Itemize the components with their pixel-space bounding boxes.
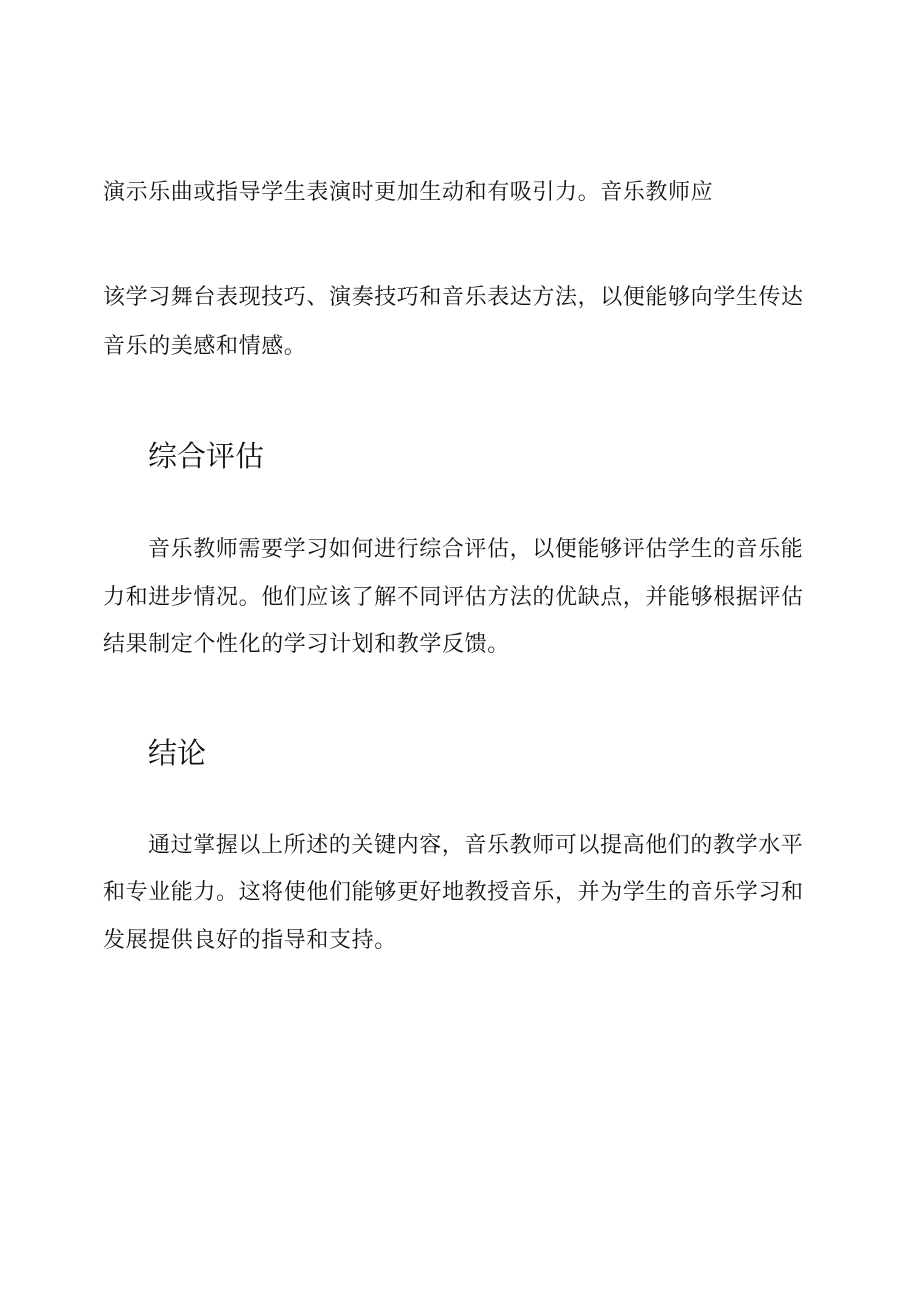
- intro-line-2: 该学习舞台表现技巧、演奏技巧和音乐表达方法，以便能够向学生传达: [103, 285, 804, 310]
- section-title-conclusion: 结论: [148, 736, 207, 770]
- assessment-line-3: 结果制定个性化的学习计划和教学反馈。: [103, 632, 510, 657]
- assessment-line-2: 力和进步情况。他们应该了解不同评估方法的优缺点，并能够根据评估: [103, 585, 804, 610]
- assessment-line-1: 音乐教师需要学习如何进行综合评估，以便能够评估学生的音乐能: [148, 537, 804, 562]
- conclusion-line-1: 通过掌握以上所述的关键内容，音乐教师可以提高他们的教学水平: [148, 833, 804, 858]
- conclusion-line-2: 和专业能力。这将使他们能够更好地教授音乐，并为学生的音乐学习和: [103, 880, 804, 905]
- intro-line-1: 演示乐曲或指导学生表演时更加生动和有吸引力。音乐教师应: [103, 180, 714, 205]
- conclusion-line-3: 发展提供良好的指导和支持。: [103, 928, 397, 953]
- section-title-assessment: 综合评估: [148, 439, 265, 473]
- intro-line-3: 音乐的美感和情感。: [103, 334, 307, 359]
